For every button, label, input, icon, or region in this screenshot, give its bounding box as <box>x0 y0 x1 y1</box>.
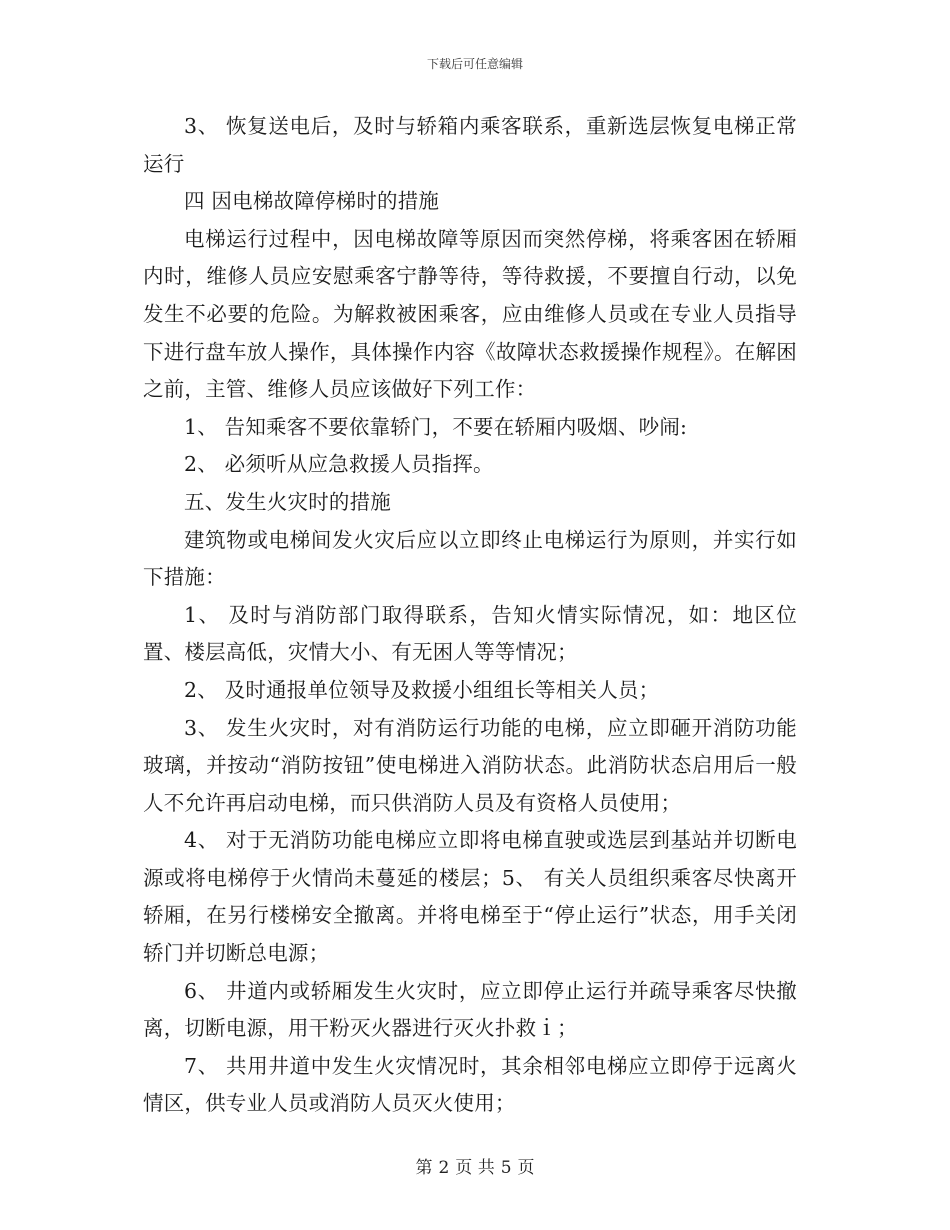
document-body <box>143 108 797 1123</box>
page-header: 下载后可任意编辑 <box>426 57 523 71</box>
page-footer <box>0 1153 950 1178</box>
footer-current-page: 2 <box>438 1158 450 1178</box>
list-item-fire-1: 1、 及时与消防部门取得联系，告知火情实际情况，如：地区位置、楼层高低，灾情大小、有无困人等等情况； <box>143 602 797 665</box>
paragraph-fire-intro: 建筑物或电梯间发火灾后应以立即终止电梯运行为原则，并实行如下措施： <box>143 527 797 590</box>
section-heading-fire: 五、发生火灾时的措施 <box>184 489 391 514</box>
list-item-fire-4-5: 4、 对于无消防功能电梯应立即将电梯直驶或选层到基站并切断电源或将电梯停于火情尚未蔓延的楼层；5、 有关人员组织乘客尽快离开轿厢，在另行楼梯安全撤离。并将电梯至于“停止运行”状态，用手关闭轿门并切断总电源； <box>143 828 797 966</box>
section-heading-fault-stop: 四 因电梯故障停梯时的措施 <box>184 189 440 214</box>
paragraph-fault-stop: 电梯运行过程中，因电梯故障等原因而突然停梯，将乘客困在轿厢内时，维修人员应安慰乘客宁静等待，等待救援，不要擅自行动，以免发生不必要的危险。为解救被困乘客，应由维修人员或在专业人员指导下进行盘车放人操作，具体操作内容《故障状态救援操作规程》。在解困之前，主管、维修人员应该做好下列工作： <box>143 226 797 402</box>
list-item-fire-2: 2、 及时通报单位领导及救援小组组长等相关人员； <box>184 677 660 702</box>
paragraph-restore-power: 3、 恢复送电后，及时与轿箱内乘客联系，重新选层恢复电梯正常运行 <box>143 114 797 176</box>
list-item-fault-1: 1、 告知乘客不要依靠轿门，不要在轿厢内吸烟、吵闹: <box>184 414 688 439</box>
list-item-fire-3: 3、 发生火灾时，对有消防运行功能的电梯，应立即砸开消防功能玻璃，并按动“消防按钮”使电梯进入消防状态。此消防状态启用后一般人不允许再启动电梯，而只供消防人员及有资格人员使用； <box>143 715 797 815</box>
footer-suffix: 页 <box>517 1158 535 1178</box>
list-item-fire-6: 6、 井道内或轿厢发生火灾时，应立即停止运行并疏导乘客尽快撤离，切断电源，用干粉灭火器进行灭火扑救ｉ； <box>143 978 797 1041</box>
footer-total-pages: 5 <box>500 1158 512 1178</box>
footer-prefix: 第 <box>415 1158 433 1178</box>
list-item-fire-7: 7、 共用井道中发生火灾情况时，其余相邻电梯应立即停于远离火情区，供专业人员或消防人员灭火使用； <box>143 1053 797 1116</box>
list-item-fault-2: 2、 必须听从应急救援人员指挥。 <box>184 452 494 477</box>
footer-middle: 页 共 <box>455 1158 495 1178</box>
